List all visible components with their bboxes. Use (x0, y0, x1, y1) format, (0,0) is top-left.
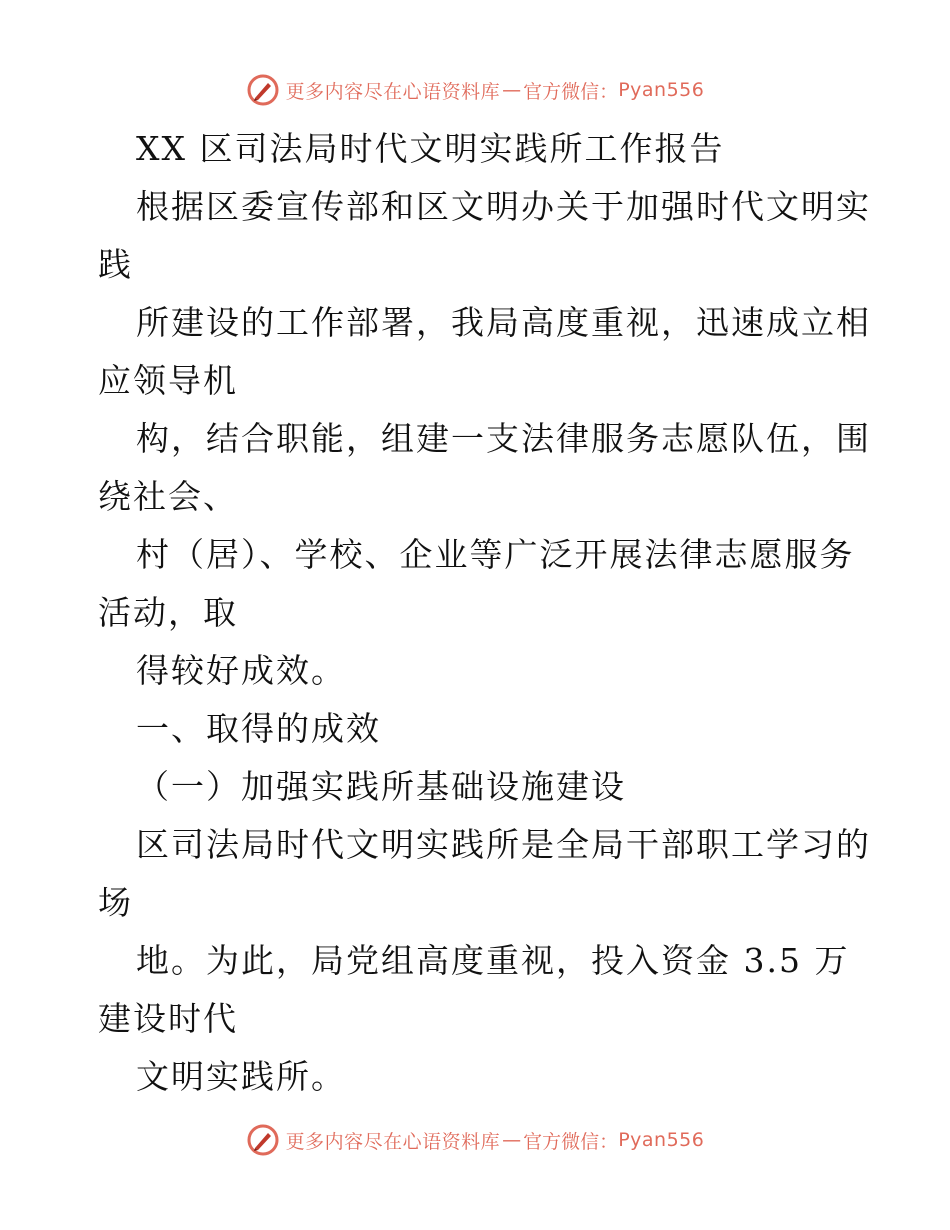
paragraph-line: 建设时代 (98, 999, 238, 1038)
watermark-id: Pyan556 (618, 1129, 705, 1151)
watermark-sub-text: 官方微信： (523, 1130, 619, 1153)
paragraph-line: 根据区委宣传部和区文明办关于加强时代文明实 (136, 187, 871, 226)
watermark-id: Pyan556 (618, 79, 705, 101)
paragraph-line: 得较好成效。 (136, 651, 346, 690)
paragraph-line: 村（居）、学校、企业等广泛开展法律志愿服务 (136, 535, 855, 574)
watermark-header (0, 70, 950, 110)
paragraph-line: 场 (98, 883, 133, 922)
paragraph-line: 文明实践所。 (136, 1057, 346, 1096)
watermark-dash: — (502, 79, 522, 101)
paragraph-line: 地。为此，局党组高度重视，投入资金 3.5 万 (136, 941, 850, 980)
pen-logo-icon (246, 1123, 280, 1157)
paragraph-line: 践 (98, 245, 133, 284)
paragraph-line: 构，结合职能，组建一支法律服务志愿队伍，围 (136, 419, 871, 458)
watermark-footer (0, 1120, 950, 1160)
pen-logo-icon (246, 73, 280, 107)
section-heading: 一、取得的成效 (136, 709, 381, 748)
watermark-sub-text: 官方微信： (523, 80, 619, 103)
paragraph-line: 活动，取 (98, 593, 238, 632)
document-body (98, 120, 871, 1106)
paragraph-line: 所建设的工作部署，我局高度重视，迅速成立相 (136, 303, 871, 342)
subsection-heading: （一）加强实践所基础设施建设 (136, 767, 626, 806)
watermark-dash: — (502, 1129, 522, 1151)
paragraph-line: 绕社会、 (98, 477, 238, 516)
paragraph-line: 应领导机 (98, 361, 238, 400)
paragraph-line: 区司法局时代文明实践所是全局干部职工学习的 (136, 825, 871, 864)
watermark-main-text: 更多内容尽在心语资料库 (285, 80, 501, 103)
watermark-main-text: 更多内容尽在心语资料库 (285, 1130, 501, 1153)
document-title: XX 区司法局时代文明实践所工作报告 (136, 129, 725, 168)
